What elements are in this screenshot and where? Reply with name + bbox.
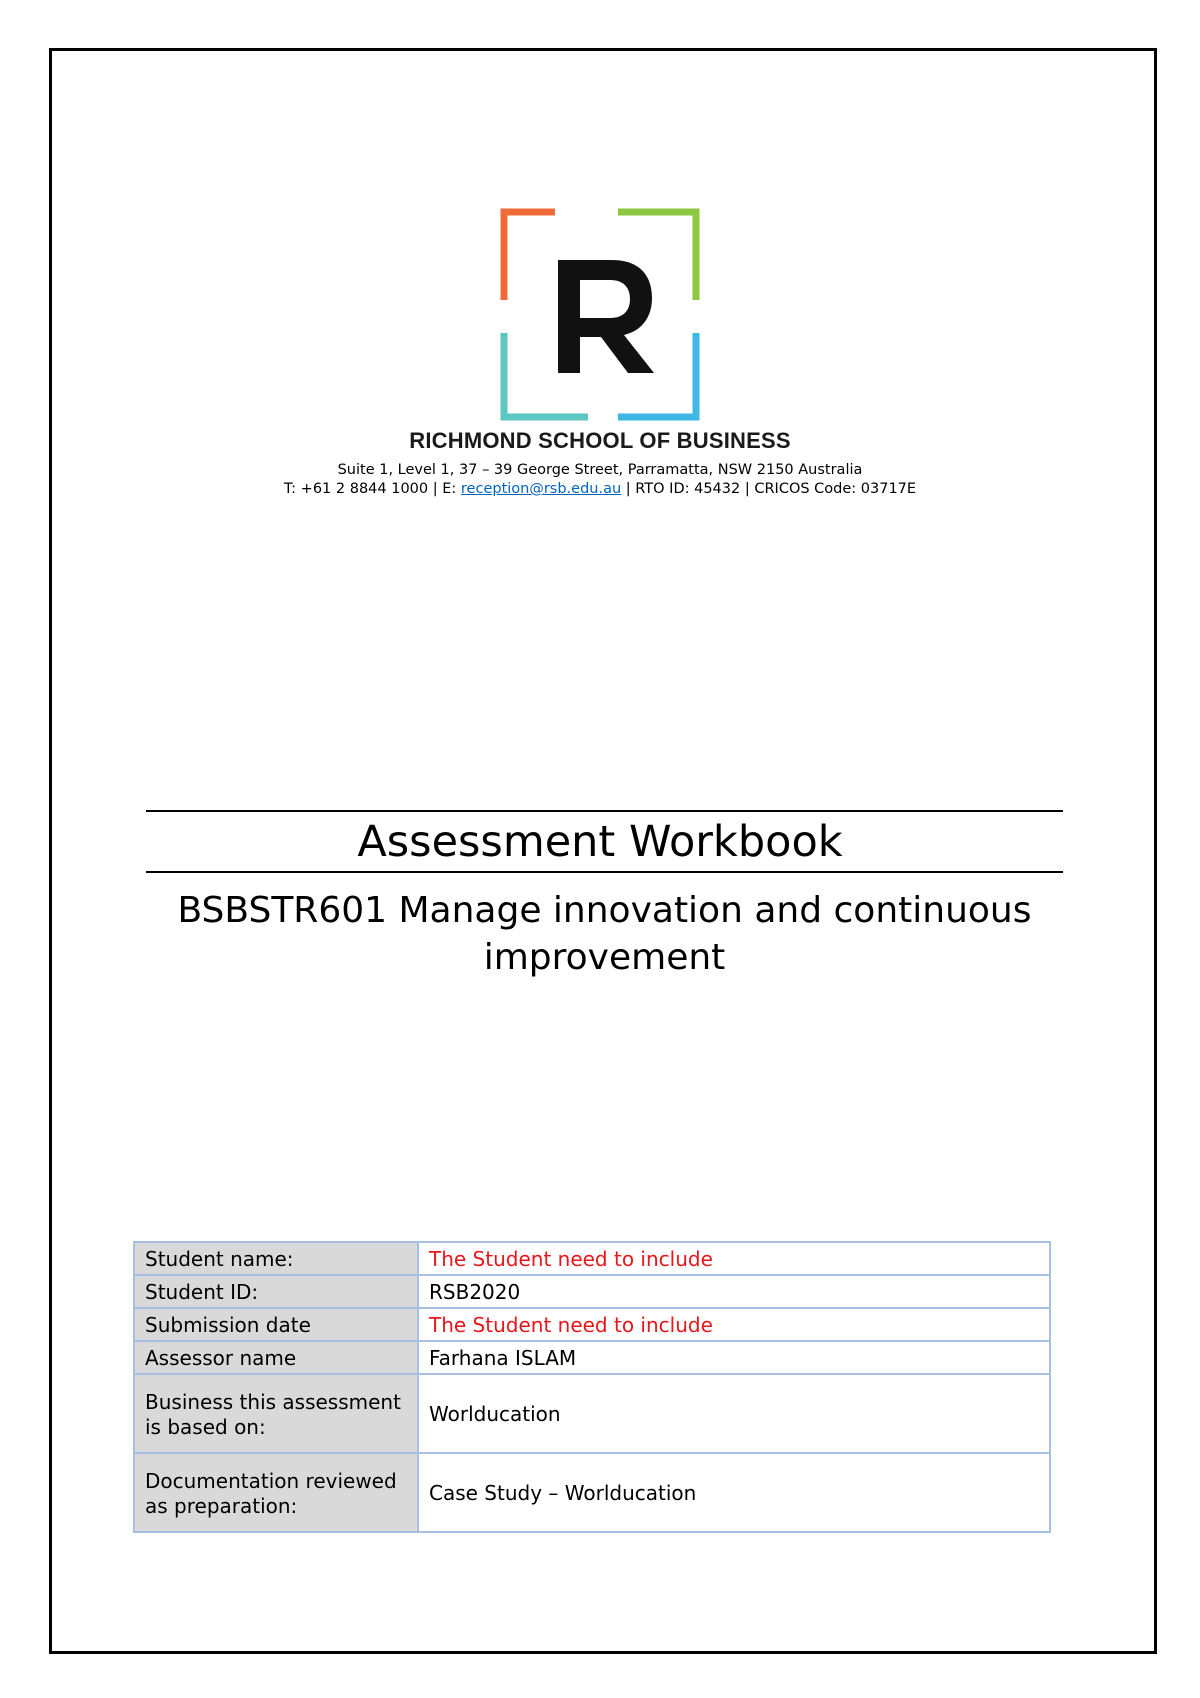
contact-phone-text: T: +61 2 8844 1000 | E: (283, 481, 461, 497)
document-title: Assessment Workbook (357, 817, 843, 867)
document-subtitle: BSBSTR601 Manage innovation and continuous improvement (177, 890, 1032, 978)
student-details-table (133, 1241, 1051, 1533)
table-row (134, 1275, 1050, 1308)
logo-corner-top-left (504, 212, 555, 300)
student-name-value[interactable]: The Student need to include (418, 1242, 1050, 1275)
assessor-name-value[interactable]: Farhana ISLAM (418, 1341, 1050, 1374)
submission-date-value[interactable]: The Student need to include (418, 1308, 1050, 1341)
contact-registration-text: | RTO ID: 45432 | CRICOS Code: 03717E (621, 481, 917, 497)
logo-letter-r (558, 260, 654, 373)
school-address: Suite 1, Level 1, 37 – 39 George Street, Parramatta, NSW 2150 Australia (337, 462, 863, 478)
business-basis-label: Business this assessment is based on: (134, 1374, 418, 1453)
student-id-label: Student ID: (134, 1275, 418, 1308)
documentation-reviewed-value[interactable]: Case Study – Worlducation (418, 1453, 1050, 1532)
submission-date-label: Submission date (134, 1308, 418, 1341)
table-row (134, 1308, 1050, 1341)
table-row (134, 1374, 1050, 1453)
table-row (134, 1453, 1050, 1532)
table-row (134, 1242, 1050, 1275)
business-basis-value[interactable]: Worlducation (418, 1374, 1050, 1453)
email-link[interactable]: reception@rsb.edu.au (460, 481, 622, 497)
assessor-name-label: Assessor name (134, 1341, 418, 1374)
title-rule-top (146, 810, 1063, 812)
student-name-label: Student name: (134, 1242, 418, 1275)
school-logo (500, 208, 700, 422)
table-row (134, 1341, 1050, 1374)
school-contact-line (0, 481, 1200, 497)
title-rule-bottom (146, 871, 1063, 873)
school-name: RICHMOND SCHOOL OF BUSINESS (409, 428, 791, 453)
documentation-reviewed-label: Documentation reviewed as preparation: (134, 1453, 418, 1532)
student-id-value[interactable]: RSB2020 (418, 1275, 1050, 1308)
